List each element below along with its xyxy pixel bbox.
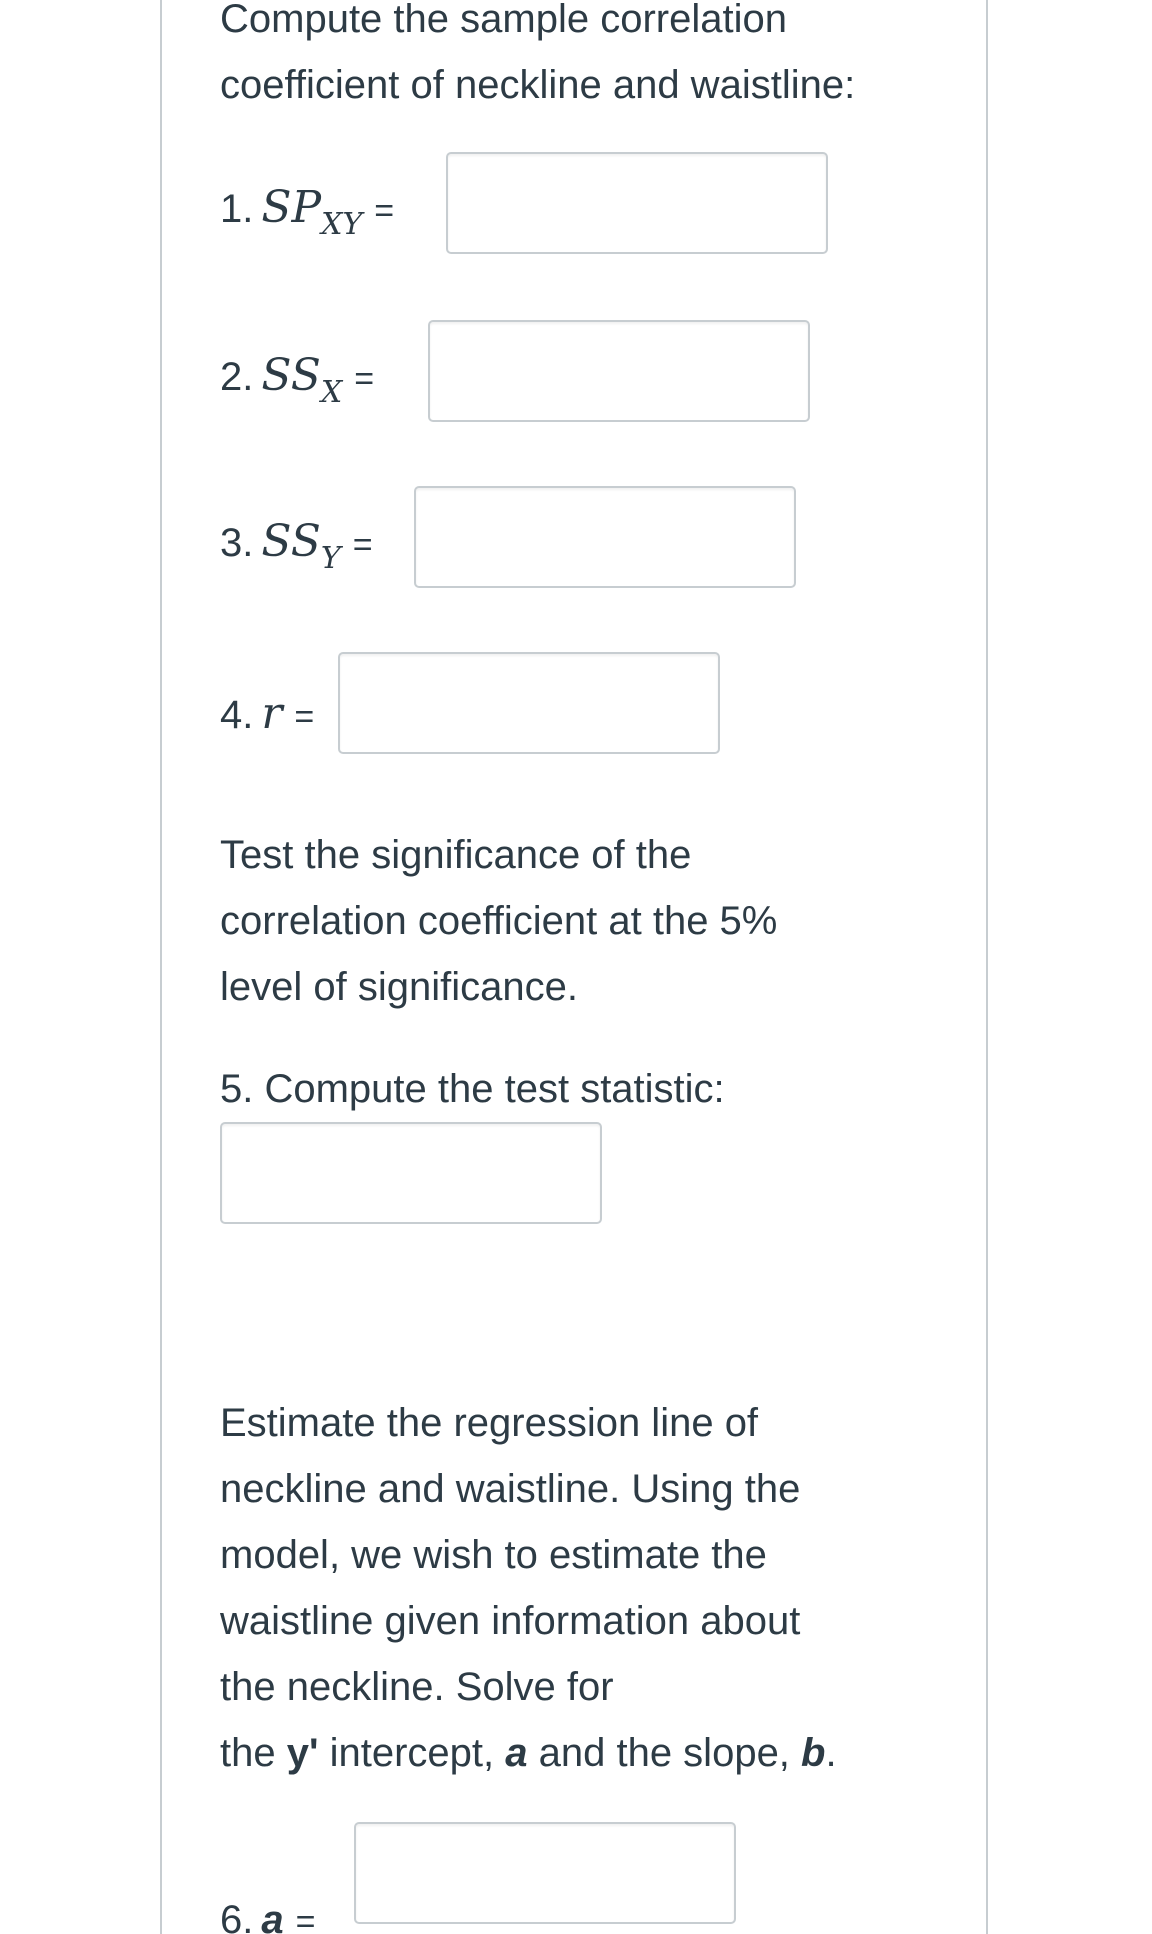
regression-line-6-pre: the: [220, 1731, 287, 1775]
q4-symbol: r: [261, 688, 283, 739]
q4-label: [220, 690, 314, 741]
a-intercept-input[interactable]: [354, 1822, 736, 1924]
regression-line-5: the neckline. Solve for: [220, 1665, 614, 1709]
q4-equals: =: [294, 698, 315, 736]
sp-xy-input[interactable]: [446, 152, 828, 254]
q3-equals: =: [352, 526, 373, 564]
intro-line-2: coefficient of neckline and waistline:: [220, 63, 856, 107]
q1-number: 1.: [220, 187, 254, 231]
left-border: [160, 0, 162, 1934]
test-statistic-input[interactable]: [220, 1122, 602, 1224]
regression-line-6: [220, 1720, 960, 1786]
q2-equals: =: [354, 360, 375, 398]
r-input[interactable]: [338, 652, 720, 754]
q6-number: 6.: [220, 1898, 254, 1934]
q3-subscript: Y: [320, 541, 341, 576]
q6-symbol: a: [261, 1898, 284, 1934]
b-symbol: b: [801, 1731, 826, 1775]
q5-label: 5. Compute the test statistic:: [220, 1067, 725, 1111]
regression-line-1: Estimate the regression line of: [220, 1401, 759, 1445]
q1-label: [220, 182, 395, 242]
significance-line-2: correlation coefficient at the 5%: [220, 899, 778, 943]
regression-line-6-end: .: [825, 1731, 837, 1775]
q3-number: 3.: [220, 521, 254, 565]
regression-line-2: neckline and waistline. Using the: [220, 1467, 801, 1511]
q6-label: [220, 1896, 315, 1934]
q6-equals: =: [295, 1903, 316, 1934]
regression-line-6-mid: intercept,: [318, 1731, 506, 1775]
q2-label: [220, 350, 375, 410]
significance-line-1: Test the significance of the: [220, 833, 692, 877]
ss-y-input[interactable]: [414, 486, 796, 588]
regression-line-6-mid2: and the slope,: [527, 1731, 802, 1775]
q3-symbol: SS: [261, 516, 321, 567]
significance-text: [220, 822, 960, 1020]
q1-symbol: SP: [261, 182, 322, 233]
intro-line-1: Compute the sample correlation: [220, 0, 787, 41]
q2-symbol: SS: [261, 350, 321, 401]
regression-line-4: waistline given information about: [220, 1599, 801, 1643]
q1-subscript: XY: [321, 207, 363, 242]
ss-x-input[interactable]: [428, 320, 810, 422]
q4-number: 4.: [220, 693, 254, 737]
y-prime-symbol: y': [286, 1731, 319, 1775]
q2-subscript: X: [320, 375, 343, 410]
regression-line-3: model, we wish to estimate the: [220, 1533, 767, 1577]
significance-line-3: level of significance.: [220, 965, 578, 1009]
q2-number: 2.: [220, 355, 254, 399]
regression-text: [220, 1390, 960, 1786]
right-border: [986, 0, 988, 1934]
intro-text: [220, 0, 960, 118]
q1-equals: =: [374, 192, 395, 230]
q3-label: [220, 516, 373, 576]
a-symbol: a: [505, 1731, 528, 1775]
